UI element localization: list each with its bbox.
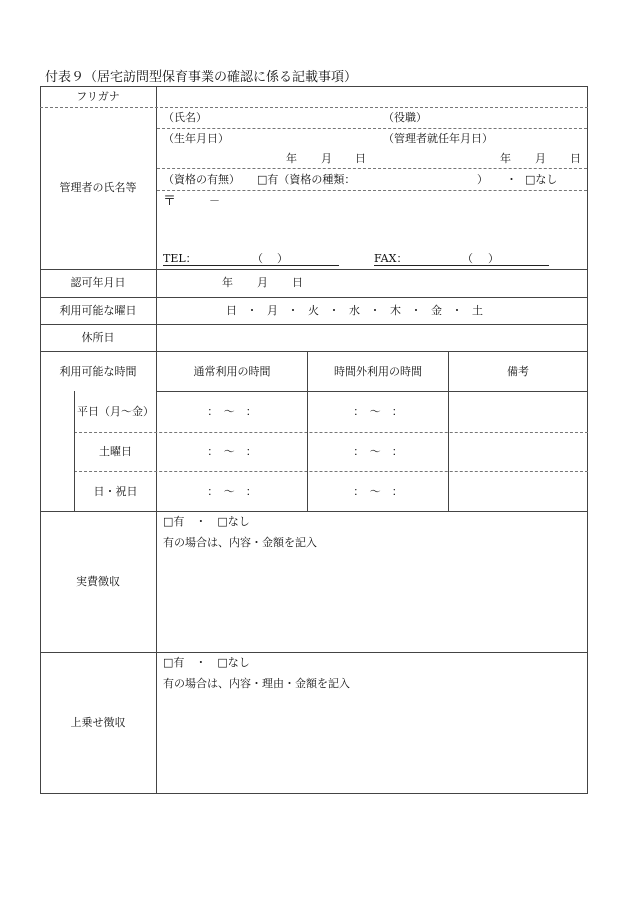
furigana-separator bbox=[40, 107, 588, 108]
postal-dash: － bbox=[209, 194, 220, 207]
tel-label: TEL： bbox=[163, 252, 197, 265]
manager-label: 管理者の氏名等 bbox=[59, 181, 137, 194]
dob-day: 日 bbox=[355, 152, 366, 165]
hours-row-weekday-label: 平日（月～金） bbox=[77, 405, 154, 418]
row-sep-holidays bbox=[40, 351, 588, 352]
qualification-label: （資格の有無） bbox=[163, 173, 240, 186]
row-sep-approval bbox=[40, 297, 588, 298]
manager-sep-3 bbox=[157, 190, 587, 191]
actual-cost-label: 実費徴収 bbox=[76, 575, 120, 588]
border-bottom bbox=[40, 793, 588, 794]
dob-year: 年 bbox=[286, 152, 297, 165]
weekdays-label: 利用可能な曜日 bbox=[59, 304, 137, 317]
furigana-label: フリガナ bbox=[76, 90, 120, 103]
qualification-close-paren: ） bbox=[477, 173, 488, 186]
border-top bbox=[40, 86, 588, 87]
manager-position-label: （役職） bbox=[383, 111, 427, 124]
hours-row-weekday-normal[interactable]: ： ～ ： bbox=[207, 405, 257, 418]
fax-label: FAX： bbox=[374, 252, 408, 265]
qualification-no-checkbox[interactable]: □なし bbox=[525, 173, 558, 186]
tel-field[interactable] bbox=[163, 265, 339, 266]
row-sep-weekdays bbox=[40, 324, 588, 325]
tel-paren-close: ） bbox=[277, 252, 288, 265]
actual-cost-note: 有の場合は、内容・金額を記入 bbox=[163, 536, 317, 549]
holidays-label: 休所日 bbox=[81, 331, 115, 344]
manager-sep-2 bbox=[157, 168, 587, 169]
fax-field[interactable] bbox=[374, 265, 549, 266]
approval-day: 日 bbox=[292, 276, 303, 289]
qualification-separator-dot: ・ bbox=[506, 173, 517, 186]
approval-year: 年 bbox=[222, 276, 233, 289]
hours-col-normal: 通常利用の時間 bbox=[193, 365, 271, 378]
hours-row-saturday-normal[interactable]: ： ～ ： bbox=[207, 445, 257, 458]
hours-row-saturday-label: 土曜日 bbox=[99, 445, 132, 458]
row-sep-weekday-hours bbox=[74, 432, 588, 433]
hours-row-saturday-extra[interactable]: ： ～ ： bbox=[353, 445, 403, 458]
fax-paren-open: （ bbox=[462, 252, 473, 265]
extra-fee-yesno[interactable]: □有 ・ □なし bbox=[163, 656, 250, 669]
qualification-yes-checkbox[interactable]: □有（資格の種類： bbox=[257, 173, 356, 186]
hours-col-note: 備考 bbox=[507, 365, 529, 378]
extra-fee-note: 有の場合は、内容・理由・金額を記入 bbox=[163, 677, 350, 690]
manager-name-label: （氏名） bbox=[163, 111, 207, 124]
appointed-year: 年 bbox=[500, 152, 511, 165]
page-title: 付表９（居宅訪問型保育事業の確認に係る記載事項） bbox=[45, 70, 358, 85]
row-sep-manager bbox=[40, 269, 588, 270]
border-right bbox=[587, 86, 588, 794]
hours-row-holiday-label: 日・祝日 bbox=[93, 485, 138, 498]
hours-row-holiday-normal[interactable]: ： ～ ： bbox=[207, 485, 257, 498]
appointed-day: 日 bbox=[570, 152, 581, 165]
dob-month: 月 bbox=[321, 152, 332, 165]
manager-sep-1 bbox=[157, 128, 587, 129]
weekdays-value: 日 ・ 月 ・ 火 ・ 水 ・ 木 ・ 金 ・ 土 bbox=[226, 304, 483, 317]
label-divider bbox=[156, 86, 157, 794]
actual-cost-yesno[interactable]: □有 ・ □なし bbox=[163, 515, 250, 528]
row-sep-saturday-hours bbox=[74, 471, 588, 472]
approval-month: 月 bbox=[257, 276, 268, 289]
row-sep-actual-cost bbox=[40, 652, 588, 653]
postal-mark: 〒 bbox=[163, 194, 177, 209]
approval-label: 認可年月日 bbox=[70, 276, 126, 289]
hours-col-extra: 時間外利用の時間 bbox=[334, 365, 422, 378]
manager-dob-label: （生年月日） bbox=[163, 132, 229, 145]
fax-paren-close: ） bbox=[488, 252, 499, 265]
appointed-month: 月 bbox=[535, 152, 546, 165]
hours-label: 利用可能な時間 bbox=[59, 365, 137, 378]
row-sep-hours-head bbox=[156, 391, 588, 392]
hours-row-holiday-extra[interactable]: ： ～ ： bbox=[353, 485, 403, 498]
row-sep-hours-end bbox=[40, 511, 588, 512]
hours-row-weekday-extra[interactable]: ： ～ ： bbox=[353, 405, 403, 418]
tel-paren-open: （ bbox=[252, 252, 263, 265]
extra-fee-label: 上乗せ徴収 bbox=[70, 716, 126, 729]
manager-appointed-label: （管理者就任年月日） bbox=[383, 132, 493, 145]
